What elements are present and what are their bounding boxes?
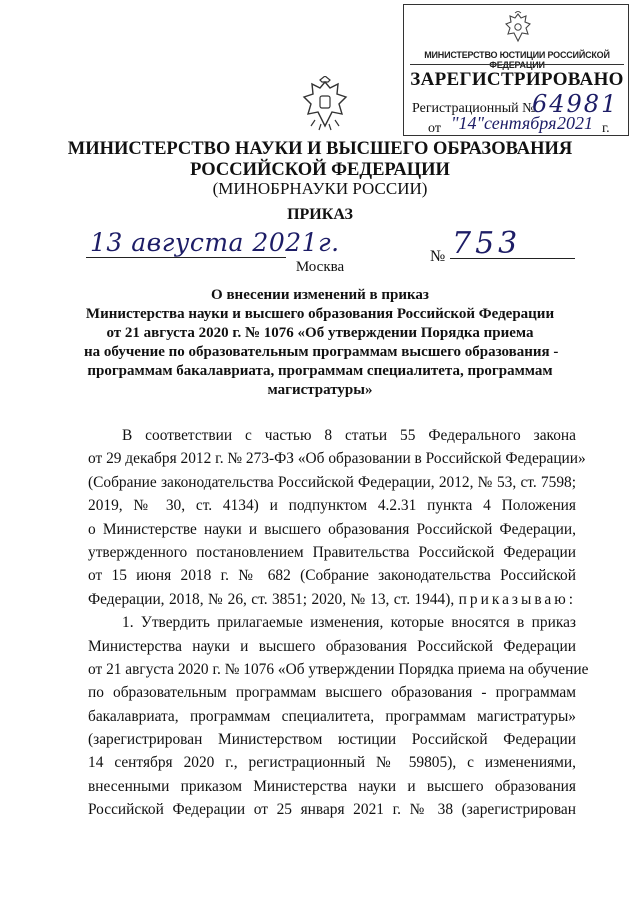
- body-line: 14 сентября 2020 г., регистрационный № 59805), с изменениями,: [88, 754, 576, 772]
- body-line: 1. Утвердить прилагаемые изменения, которые вносятся в приказ: [122, 614, 576, 632]
- ministry-name-line1: МИНИСТЕРСТВО НАУКИ И ВЫСШЕГО ОБРАЗОВАНИЯ: [67, 139, 573, 159]
- body-line: Российской Федерации от 25 января 2021 г. № 38 (зарегистрирован: [88, 801, 576, 819]
- body-line: 2019, № 30, ст. 4134) и подпунктом 4.2.31 пункта 4 Положения: [88, 497, 576, 515]
- coat-of-arms-icon: [301, 76, 349, 132]
- body-line: утвержденного постановлением Правительства Российской Федерации: [88, 543, 576, 561]
- body-line: по образовательным программам высшего образования - программам: [88, 684, 576, 702]
- registration-stamp: [403, 4, 629, 136]
- city: Москва: [295, 259, 345, 275]
- stamp-title: ЗАРЕГИСТРИРОВАНО: [410, 69, 624, 90]
- ministry-short-name: (МИНОБРНАУКИ РОССИИ): [212, 179, 428, 198]
- stamp-divider: [410, 64, 624, 65]
- stamp-reg-label: Регистрационный №: [412, 101, 536, 116]
- body-line: (зарегистрирован Министерством юстиции Российской Федерации: [88, 731, 576, 749]
- stamp-date-day: "14": [451, 113, 485, 133]
- body-line: внесенными приказом Министерства науки и высшего образования: [88, 777, 576, 795]
- document-type-title: ПРИКАЗ: [287, 206, 353, 223]
- body-line: (Собрание законодательства Российской Федерации, 2012, № 53, ст. 7598;: [88, 473, 576, 491]
- stamp-reg-number: 64981: [532, 90, 619, 118]
- body-line: Министерства науки и высшего образования Российской Федерации: [88, 637, 576, 655]
- subject-line: от 21 августа 2020 г. № 1076 «Об утверждении Порядка приема: [106, 325, 534, 341]
- stamp-date-year: 2021: [557, 113, 593, 133]
- stamp-date-suffix: г.: [602, 121, 610, 136]
- body-line: [88, 588, 576, 611]
- stamp-date-prefix: от: [428, 121, 441, 136]
- subject-line: на обучение по образовательным программам высшего образования -: [84, 344, 559, 360]
- stamp-ministry-name: МИНИСТЕРСТВО ЮСТИЦИИ РОССИЙСКОЙ ФЕДЕРАЦИИ: [424, 50, 610, 70]
- order-date: 13 августа 2021г.: [90, 228, 340, 257]
- stamp-date-month: сентября: [484, 113, 557, 133]
- subject-line: О внесении изменений в приказ: [211, 287, 429, 303]
- body-line: бакалавриата, программам специалитета, программам магистратуры»: [88, 707, 576, 725]
- date-underline: [86, 257, 286, 258]
- order-number: 753: [452, 226, 522, 261]
- subject-line: программам бакалавриата, программам специалитета, программам: [87, 363, 553, 379]
- order-body: [88, 424, 589, 822]
- order-number-label: №: [430, 248, 446, 265]
- body-line: от 21 августа 2020 г. № 1076 «Об утверждении Порядка приема на обучение: [88, 660, 589, 678]
- body-line: В соответствии с частью 8 статьи 55 Федерального закона: [122, 427, 576, 444]
- subject-line: магистратуры»: [267, 382, 373, 398]
- coat-of-arms-icon: [504, 11, 532, 45]
- order-directive: приказываю:: [458, 590, 576, 608]
- body-line: о Министерстве науки и высшего образования Российской Федерации,: [88, 520, 576, 538]
- order-subject: [84, 286, 559, 400]
- subject-line: Министерства науки и высшего образования Российской Федерации: [85, 306, 555, 322]
- body-line: от 29 декабря 2012 г. № 273-ФЗ «Об образовании в Российской Федерации»: [88, 450, 586, 468]
- ministry-name-line2: РОССИЙСКОЙ ФЕДЕРАЦИИ: [190, 160, 450, 180]
- body-line-text: Федерации, 2018, № 26, ст. 3851; 2020, № 13, ст. 1944),: [88, 590, 455, 608]
- body-line: от 15 июня 2018 г. № 682 (Собрание законодательства Российской: [88, 567, 576, 585]
